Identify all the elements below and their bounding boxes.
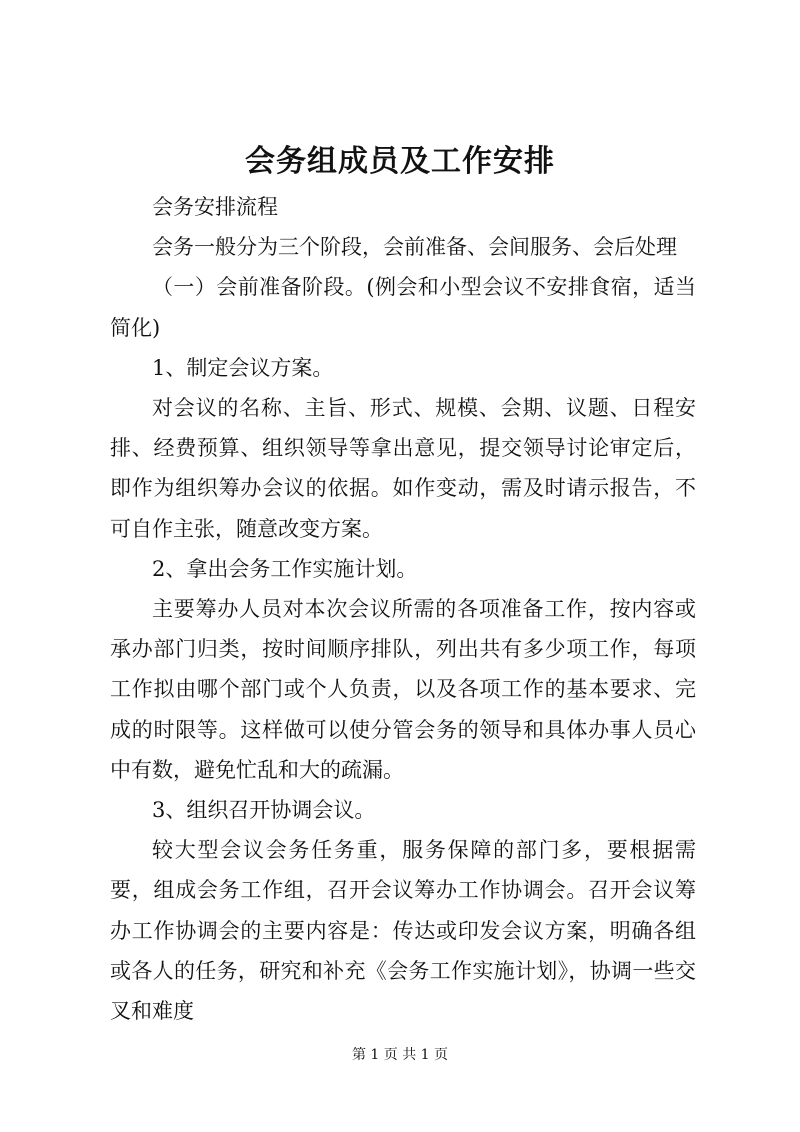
paragraph-item-3-body: 较大型会议会务任务重，服务保障的部门多，要根据需要，组成会务工作组，召开会议筹办工作协调会。召开会议筹办工作协调会的主要内容是：传达或印发会议方案，明确各组或各人的任务，研究和补充《会务工作实施计划》，协调一些交叉和难度 <box>110 838 696 1024</box>
paragraph-stage-one-heading: （一）会前准备阶段。(例会和小型会议不安排食宿，适当简化) <box>110 275 696 340</box>
page-footer: 第 1 页 共 1 页 <box>351 1047 449 1063</box>
paragraph-item-1-body: 对会议的名称、主旨、形式、规模、会期、议题、日程安排、经费预算、组织领导等拿出意见，提交领导讨论审定后，即作为组织筹办会议的依据。如作变动，需及时请示报告，不可自作主张，随意改变方案。 <box>110 396 696 541</box>
page-title: 会务组成员及工作安排 <box>245 144 555 179</box>
paragraph-item-2-body: 主要筹办人员对本次会议所需的各项准备工作，按内容或承办部门归类，按时间顺序排队，列出共有多少项工作，每项工作拟由哪个部门或个人负责，以及各项工作的基本要求、完成的时限等。这样做可以使分管会务的领导和具体办事人员心中有数，避免忙乱和大的疏漏。 <box>110 597 696 782</box>
paragraph-stages-intro: 会务一般分为三个阶段，会前准备、会间服务、会后处理 <box>152 235 677 260</box>
paragraph-section-heading: 会务安排流程 <box>152 195 278 219</box>
paragraph-item-2-heading: 2、拿出会务工作实施计划。 <box>152 556 418 581</box>
paragraph-item-1-heading: 1、制定会议方案。 <box>152 355 334 380</box>
document-body <box>110 187 696 1031</box>
paragraph-item-3-heading: 3、组织召开协调会议。 <box>152 798 376 823</box>
